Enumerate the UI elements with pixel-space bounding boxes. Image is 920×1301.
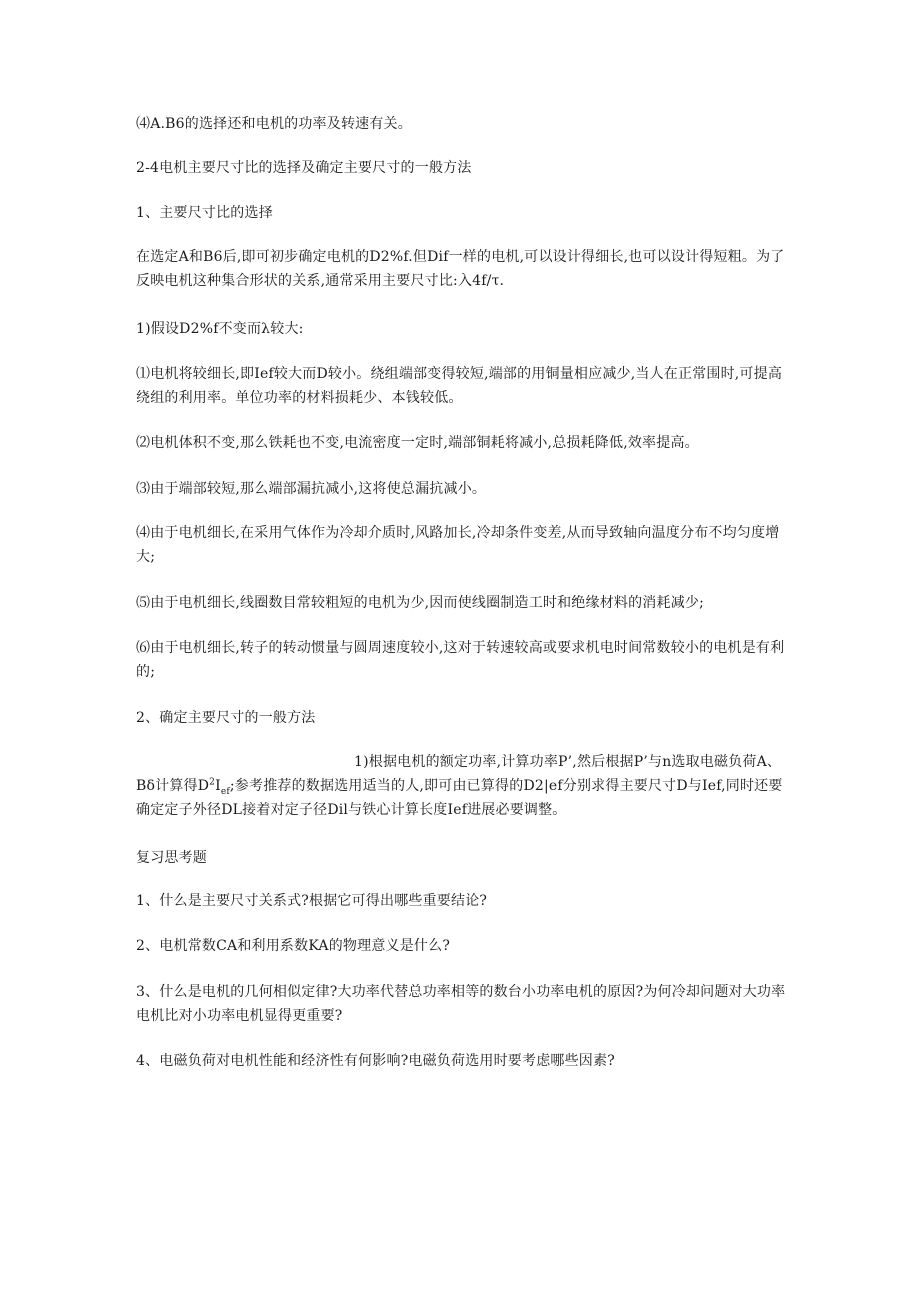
- list-item-1: ⑴电机将较细长,即Ief较大而D较小。绕组端部变得较短,端部的用铜量相应减少,当人在正常围时,可提高绕组的利用率。单位功率的材料损耗少、本钱较低。: [136, 366, 783, 406]
- method-subscript: ef: [220, 786, 230, 797]
- list-item-2: ⑵电机体积不变,那么铁耗也不变,电流密度一定时,端部铜耗将减小,总损耗降低,效率提高。: [136, 435, 699, 451]
- list-item-6: ⑹由于电机细长,转子的转动惯量与圆周速度较小,这对于转速较高或要求机电时间常数较小的电机是有利的;: [136, 640, 785, 680]
- paragraph-assumption: 1)假设D2%f不变而λ较大:: [136, 321, 304, 337]
- method-text-part-3: ;参考推荐的数据选用适当的人,即可由已算得的D2|ef分别求得主要尺寸D与Ief,同时还要确定定子外径DL接着对定子径Dil与铁心计算长度Ief进展必要调整。: [136, 778, 783, 818]
- question-4: 4、电磁负荷对电机性能和经济性有何影响?电磁负荷选用时要考虑哪些因素?: [136, 1053, 615, 1069]
- section-heading-2-4: 2-4电机主要尺寸比的选择及确定主要尺寸的一般方法: [136, 160, 472, 176]
- question-2: 2、电机常数CA和利用系数KA的物理意义是什么?: [136, 938, 451, 954]
- subsection-heading-2: 2、确定主要尺寸的一般方法: [136, 710, 316, 726]
- method-text-part-2: I: [215, 778, 221, 794]
- paragraph-a-b6-selection: ⑷A.B6的选择还和电机的功率及转速有关。: [136, 116, 412, 132]
- paragraph-method: [136, 750, 786, 822]
- list-item-5: ⑸由于电机细长,线圈数目常较粗短的电机为少,因而使线圈制造工时和绝缘材料的消耗减少;: [136, 595, 705, 611]
- review-heading: 复习思考题: [136, 850, 207, 866]
- list-item-4: ⑷由于电机细长,在采用气体作为冷却介质时,风路加长,冷却条件变差,从而导致轴向温度分布不均匀度增大;: [136, 525, 780, 565]
- subsection-heading-1: 1、主要尺寸比的选择: [136, 205, 273, 221]
- list-item-3: ⑶由于端部较短,那么端部漏抗减小,这将使总漏抗减小。: [136, 481, 487, 497]
- question-3: 3、什么是电机的几何相似定律?大功率代替总功率相等的数台小功率电机的原因?为何冷却问题对大功率电机比对小功率电机显得更重要?: [136, 984, 786, 1024]
- method-text-part-1: 1)根据电机的额定功率,计算功率P’,然后根据P’与n选取电磁负荷A、Bδ计算得D: [136, 754, 782, 794]
- method-superscript: 2: [209, 777, 216, 788]
- paragraph-size-ratio: 在选定A和B6后,即可初步确定电机的D2%f.但Dif一样的电机,可以设计得细长,也可以设计得短粗。为了反映电机这种集合形状的关系,通常采用主要尺寸比:入4f/τ.: [136, 249, 785, 289]
- question-1: 1、什么是主要尺寸关系式?根据它可得出哪些重要结论?: [136, 893, 488, 909]
